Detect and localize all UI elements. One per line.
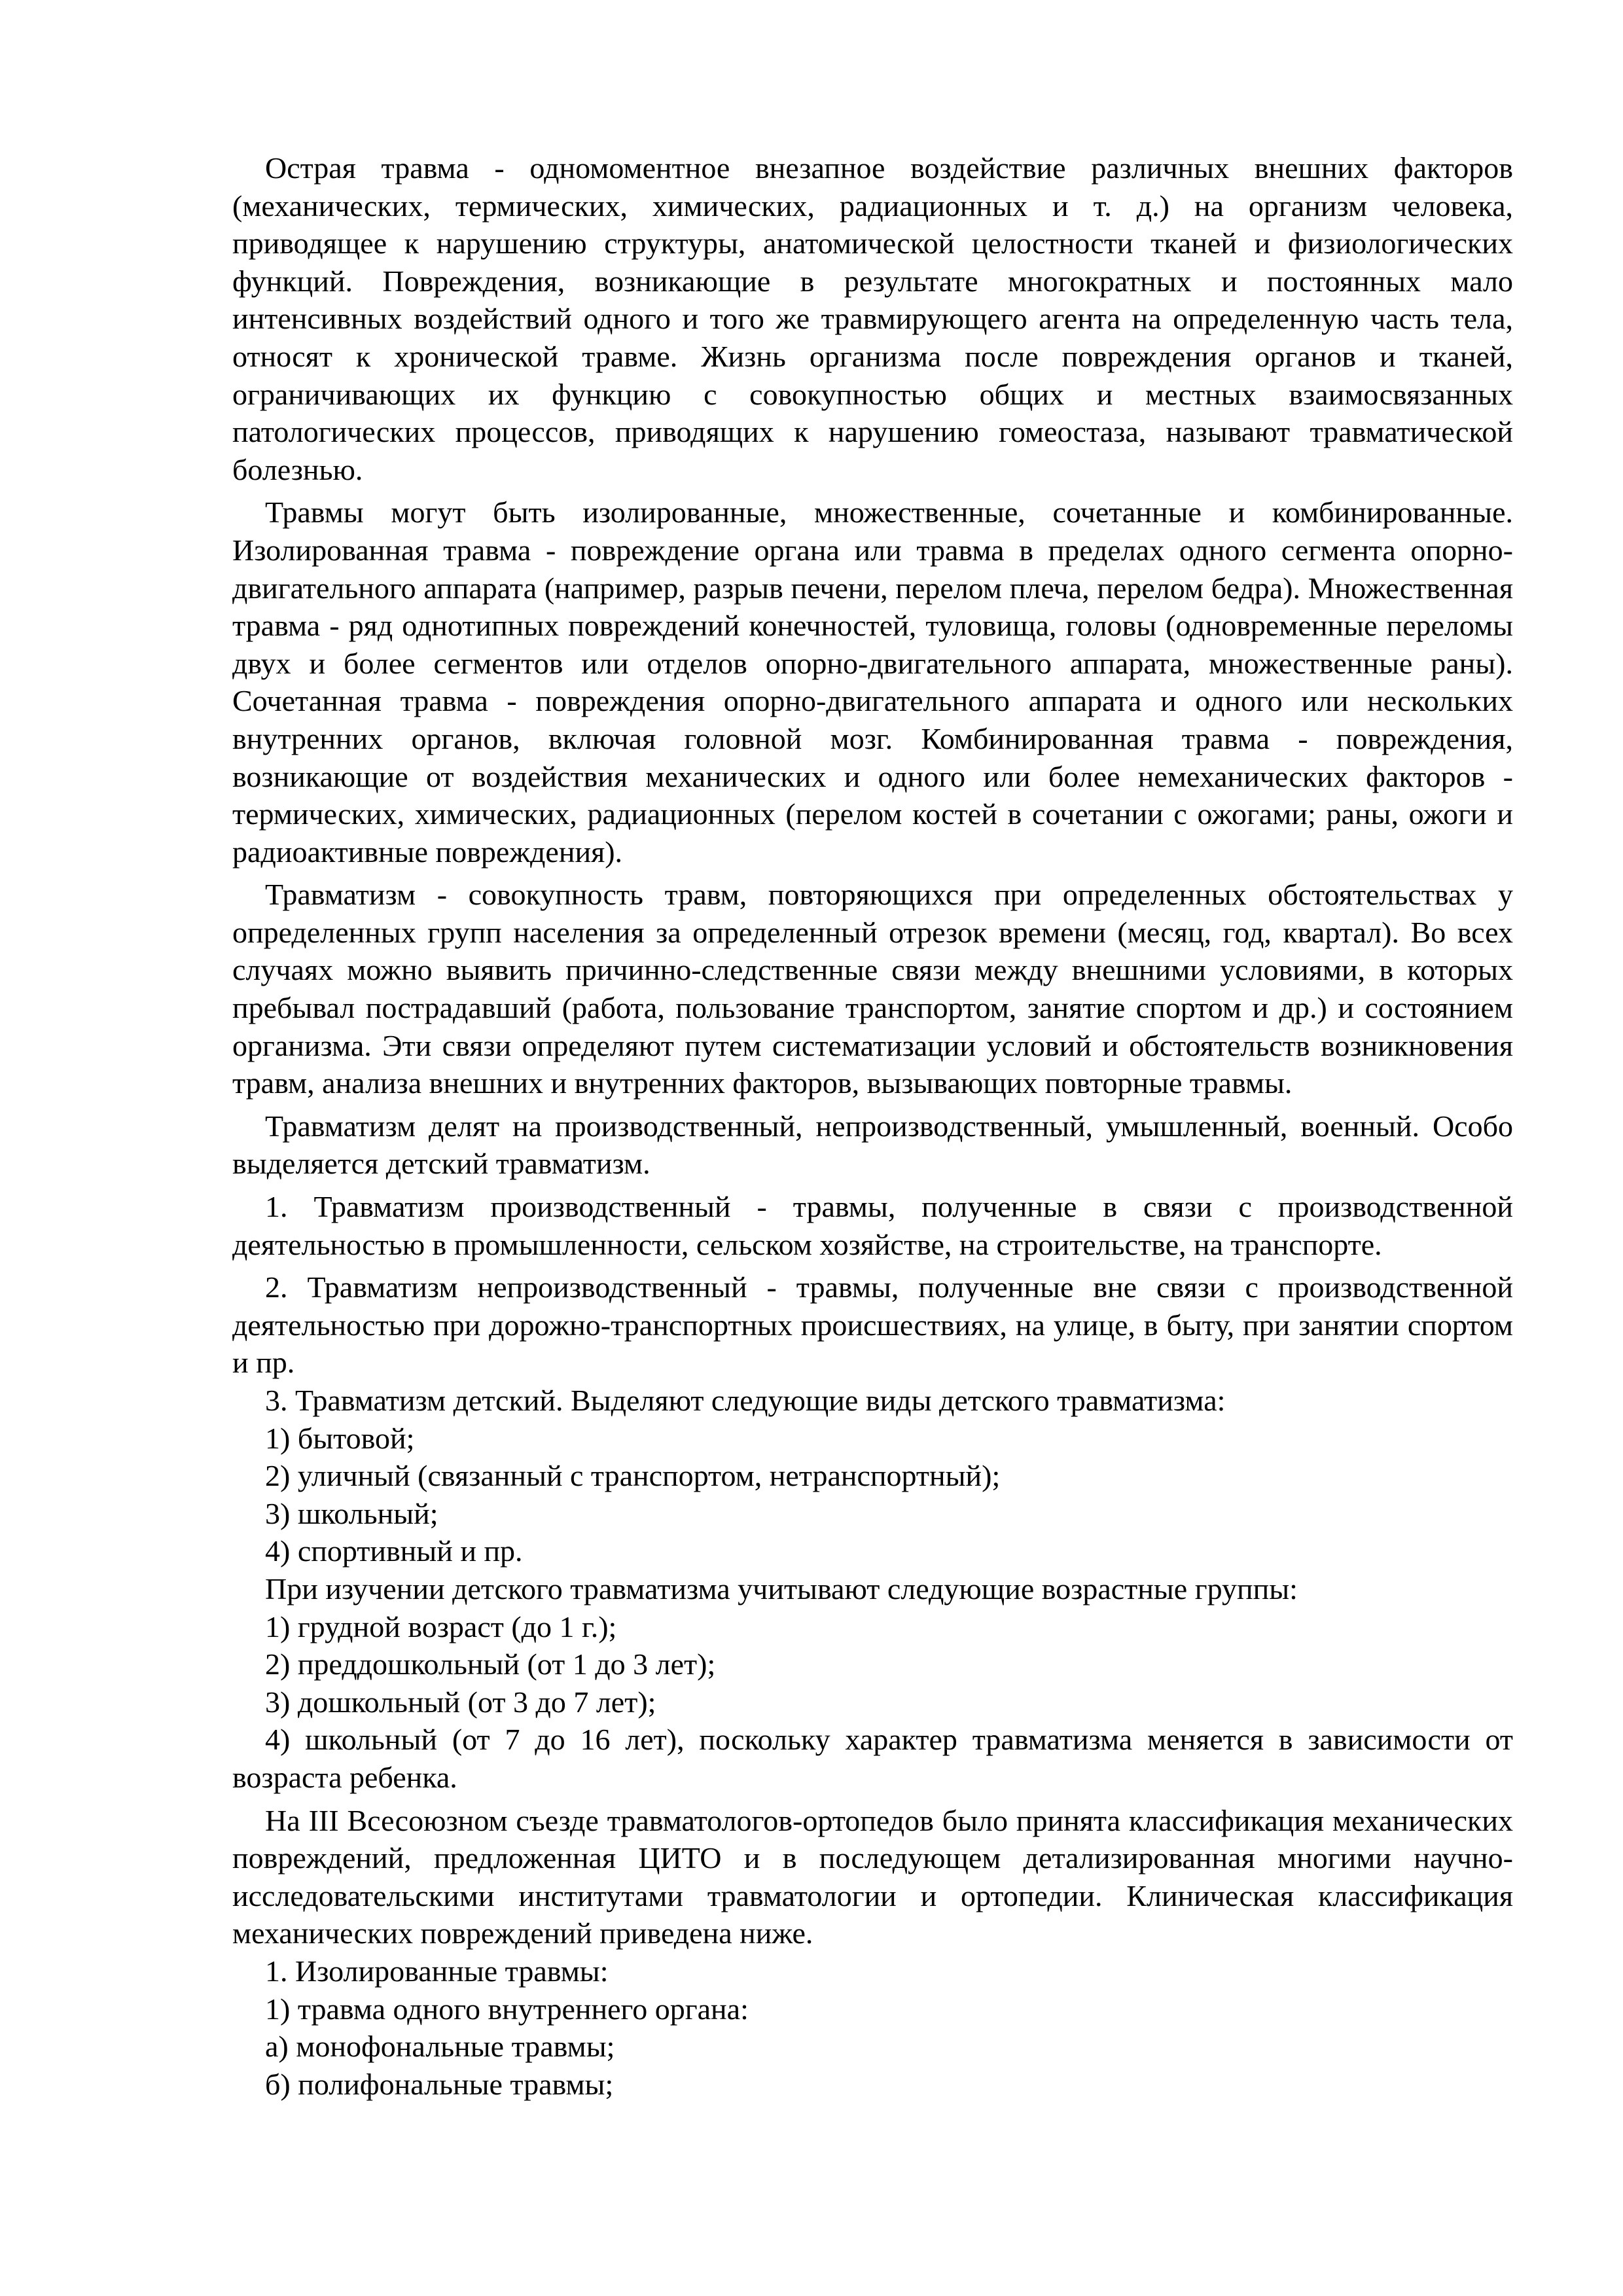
list-item-child-type: 1) бытовой; <box>265 1421 415 1455</box>
paragraph-trauma-types: Травмы могут быть изолированные, множественные, сочетанные и комбинированные. Изолированная травма - повреждение органа или травма в пределах одного сегмента опорно-двигательного аппарата (например, разрыв печени, перелом плеча, перелом бедра). Множественная травма - ряд однотипных повреждений конечностей, туловища, головы (одновременные переломы двух и более сегментов или отделов опорно-двигательного аппарата, множественные раны). Сочетанная травма - повреждения опорно-двигательного аппарата и одного или нескольких внутренних органов, включая головной мозг. Комбинированная травма - повреждения, возникающие от воздействия механических и одного или более немеханических факторов - термических, химических, радиационных (перелом костей в сочетании с ожогами; раны, ожоги и радиоактивные повреждения). <box>232 495 1513 869</box>
list-item-age-group: 1) грудной возраст (до 1 г.); <box>265 1609 617 1643</box>
classification-item: 1. Изолированные травмы: <box>265 1954 609 1988</box>
paragraph-industrial-traumatism: 1. Травматизм производственный - травмы, полученные в связи с производственной деятельностью в промышленности, сельском хозяйстве, на строительстве, на транспорте. <box>232 1190 1513 1261</box>
list-item-child-type: 2) уличный (связанный с транспортом, нетранспортный); <box>265 1459 1001 1493</box>
paragraph-classification: На III Всесоюзном съезде травматологов-ортопедов было принята классификация механических повреждений, предложенная ЦИТО и в последующем детализированная многими научно-исследовательскими институтами травматологии и ортопедии. Клиническая классификация механических повреждений приведена ниже. <box>232 1803 1513 1950</box>
age-groups-intro: При изучении детского травматизма учитывают следующие возрастные группы: <box>265 1571 1298 1605</box>
list-item-child-type: 3) школьный; <box>265 1496 438 1530</box>
child-traumatism-intro: 3. Травматизм детский. Выделяют следующие виды детского травматизма: <box>265 1384 1226 1417</box>
paragraph-acute-trauma: Острая травма - одномоментное внезапное воздействие различных внешних факторов (механических, термических, химических, радиационных и т. д.) на организм человека, приводящее к нарушению структуры, анатомической целостности тканей и физиологических функций. Повреждения, возникающие в результате многократных и постоянных мало интенсивных воздействий одного и того же травмирующего агента на определенную часть тела, относят к хронической травме. Жизнь организма после повреждения органов и тканей, ограничивающих их функцию с совокупностью общих и местных взаимосвязанных патологических процессов, приводящих к нарушению гомеостаза, называют травматической болезнью. <box>232 151 1513 486</box>
document-page <box>232 149 1513 2103</box>
paragraph-nonindustrial-traumatism: 2. Травматизм непроизводственный - травмы, полученные вне связи с производственной деятельностью при дорожно-транспортных происшествиях, на улице, в быту, при занятии спортом и пр. <box>232 1270 1513 1380</box>
classification-item: 1) травма одного внутреннего органа: <box>265 1992 749 2026</box>
list-item-age-group-last: 4) школьный (от 7 до 16 лет), поскольку характер травматизма меняется в зависимости от возраста ребенка. <box>232 1723 1513 1794</box>
list-item-child-type: 4) спортивный и пр. <box>265 1534 523 1568</box>
list-item-age-group: 2) преддошкольный (от 1 до 3 лет); <box>265 1647 716 1681</box>
list-item-age-group: 3) дошкольный (от 3 до 7 лет); <box>265 1685 656 1719</box>
paragraph-traumatism-categories: Травматизм делят на производственный, непроизводственный, умышленный, военный. Особо выделяется детский травматизм. <box>232 1109 1513 1181</box>
classification-item: б) полифональные травмы; <box>265 2067 614 2101</box>
classification-item: а) монофональные травмы; <box>265 2030 615 2064</box>
paragraph-traumatism-definition: Травматизм - совокупность травм, повторяющихся при определенных обстоятельствах у определенных групп населения за определенный отрезок времени (месяц, год, квартал). Во всех случаях можно выявить причинно-следственные связи между внешними условиями, в которых пребывал пострадавший (работа, пользование транспортом, занятие спортом и др.) и состоянием организма. Эти связи определяют путем систематизации условий и обстоятельств возникновения травм, анализа внешних и внутренних факторов, вызывающих повторные травмы. <box>232 878 1513 1100</box>
